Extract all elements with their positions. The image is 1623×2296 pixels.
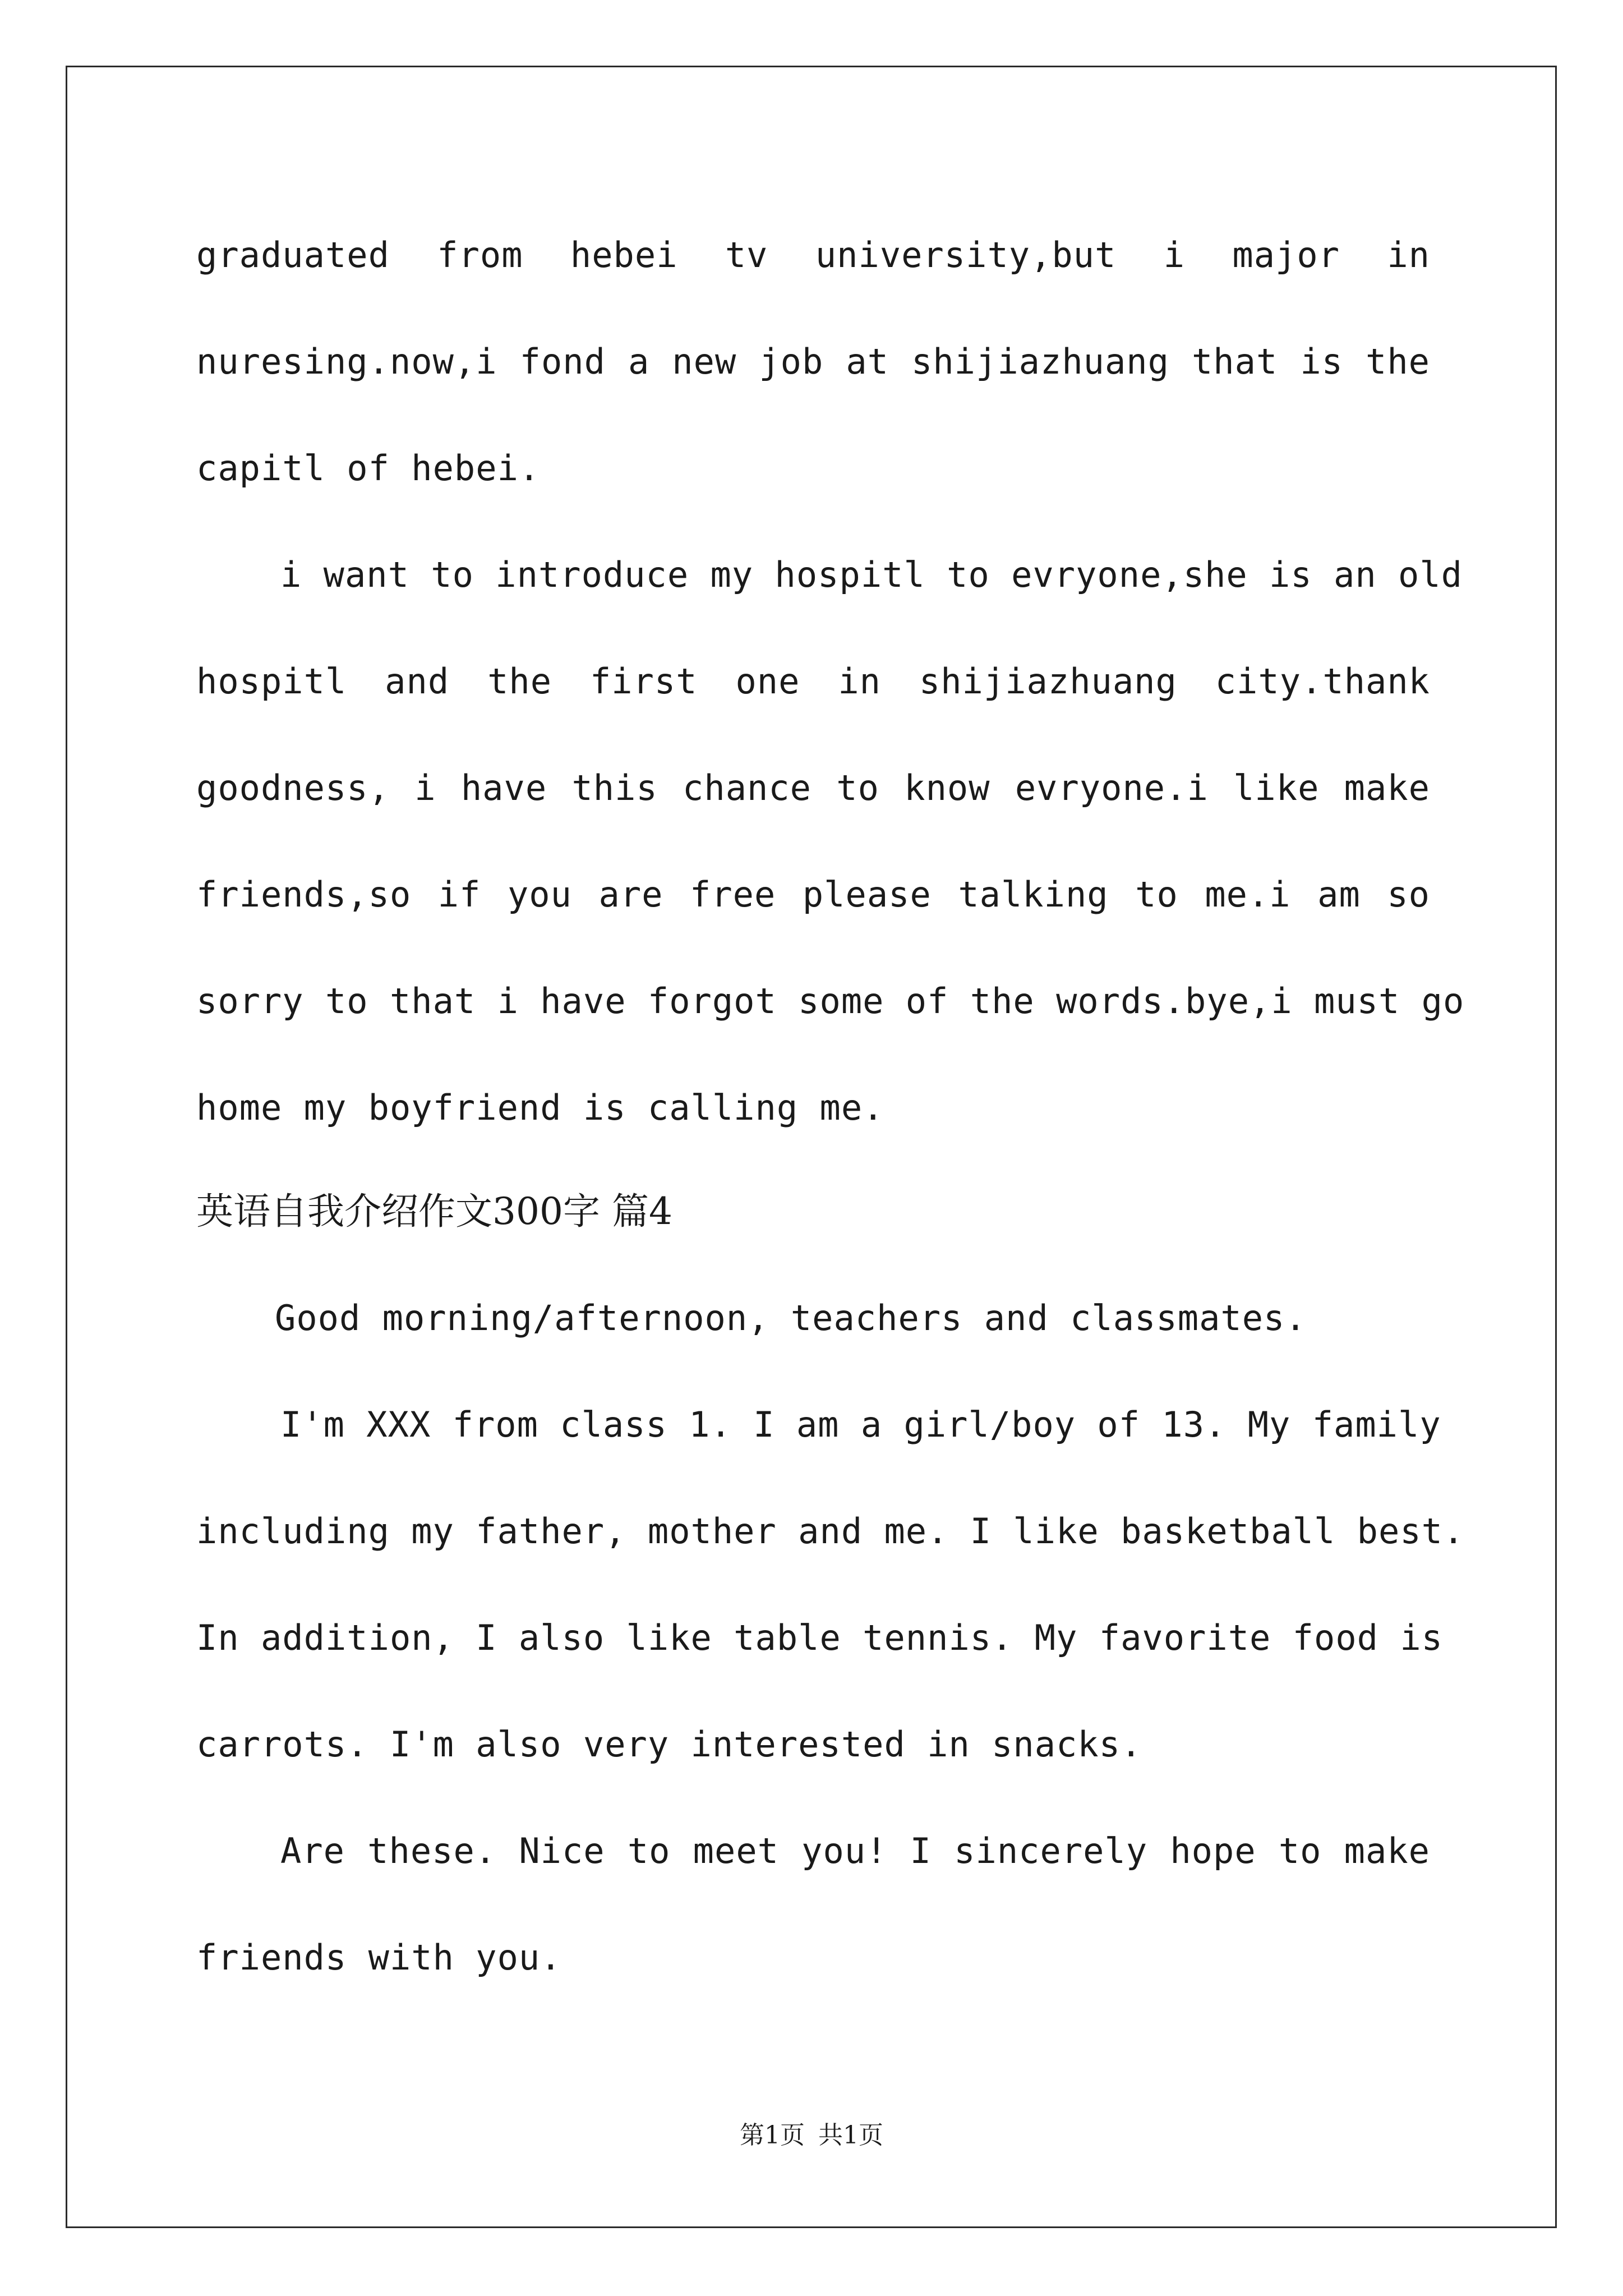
text-line: In addition, I also like table tennis. My favorite food is	[196, 1617, 1443, 1658]
text-line: goodness, i have this chance to know evryone.i like make	[196, 767, 1430, 808]
section-heading: 英语自我介绍作文300字 篇4	[196, 1190, 672, 1233]
text-line: carrots. I'm also very interested in snacks.	[196, 1724, 1142, 1765]
text-line: i want to introduce my hospitl to evryone,she is an old	[280, 554, 1463, 595]
text-line: graduated from hebei tv university,but i major in	[196, 234, 1430, 275]
page-border	[66, 66, 1557, 2228]
text-line: capitl of hebei.	[196, 448, 541, 489]
text-line: hospitl and the first one in shijiazhuang city.thank	[196, 661, 1430, 702]
text-line: home my boyfriend is calling me.	[196, 1087, 884, 1128]
text-line: friends,so if you are free please talking to me.i am so	[196, 874, 1430, 915]
text-line: I'm XXX from class 1. I am a girl/boy of 13. My family	[280, 1404, 1441, 1445]
text-line: friends with you.	[196, 1937, 562, 1978]
text-line: Are these. Nice to meet you! I sincerely hope to make	[280, 1830, 1430, 1871]
page-footer: 第1页 共1页	[740, 2121, 883, 2150]
text-line: including my father, mother and me. I like basketball best.	[196, 1511, 1465, 1552]
text-line: nuresing.now,i fond a new job at shijiazhuang that is the	[196, 341, 1430, 382]
text-line: sorry to that i have forgot some of the words.bye,i must go	[196, 981, 1465, 1022]
text-line: Good morning/afternoon, teachers and classmates.	[275, 1297, 1307, 1338]
